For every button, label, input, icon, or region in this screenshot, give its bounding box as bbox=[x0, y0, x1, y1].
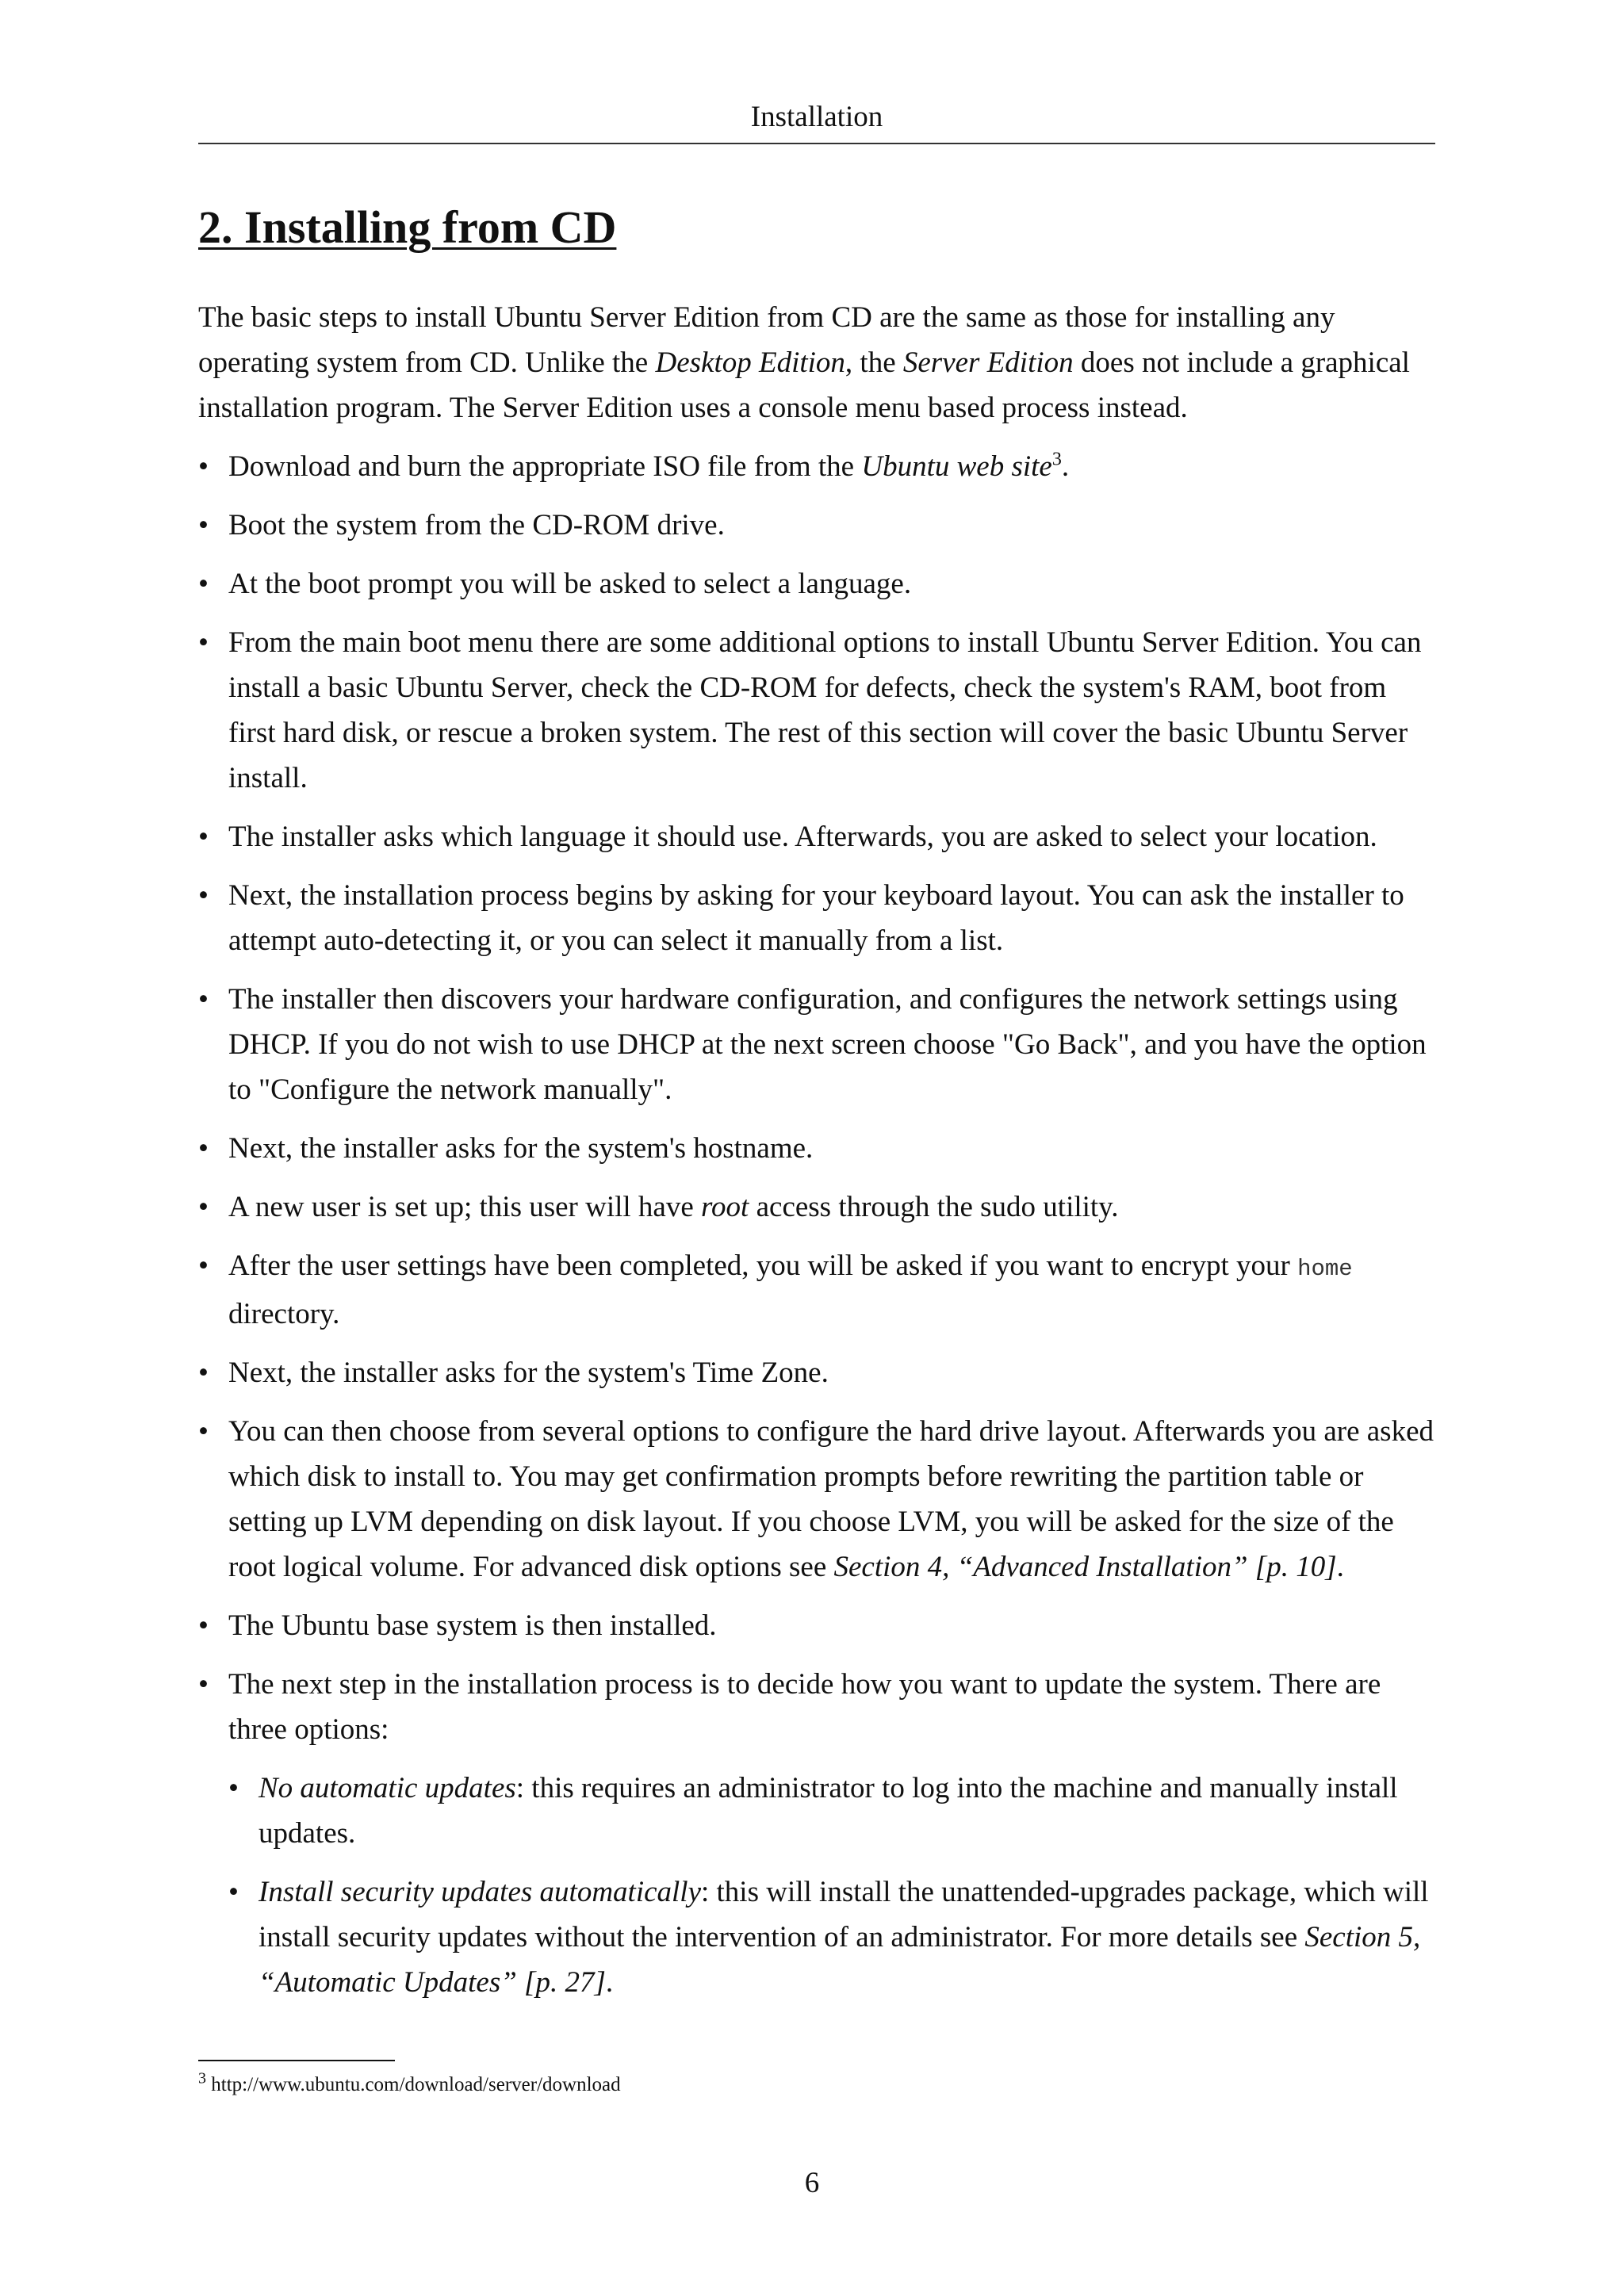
step-item: • At the boot prompt you will be asked to select a language. bbox=[198, 561, 1437, 607]
footnote bbox=[198, 2069, 621, 2098]
step-text: The next step in the installation process is to decide how you want to update the system. There are three options: bbox=[228, 1668, 1381, 1746]
step-item: • Next, the installer asks for the system's Time Zone. bbox=[198, 1350, 1437, 1395]
option-term: Install security updates automatically bbox=[259, 1876, 701, 1908]
option-text: : this will install the unattended-upgrades package, which will install security updates without the intervention of an administrator. For more details see bbox=[259, 1876, 1429, 1954]
server-edition-term: Server Edition bbox=[902, 346, 1074, 379]
step-text: . bbox=[1061, 450, 1070, 483]
step-text: access through the sudo utility. bbox=[749, 1191, 1119, 1223]
update-option-item bbox=[228, 1869, 1437, 2005]
step-item bbox=[198, 1662, 1437, 2005]
install-steps-list bbox=[198, 444, 1437, 2005]
step-item bbox=[198, 444, 1437, 489]
footnote-divider bbox=[198, 2060, 395, 2061]
intro-text: The basic steps to install Ubuntu Server Edition from CD are the same as those for installing any operating system from CD. Unlike the bbox=[198, 301, 1335, 379]
option-term: No automatic updates bbox=[259, 1772, 516, 1804]
running-header: Installation bbox=[750, 101, 883, 133]
intro-text: , the bbox=[845, 346, 903, 379]
step-item: • The Ubuntu base system is then installed. bbox=[198, 1603, 1437, 1648]
option-text: . bbox=[605, 1966, 614, 1999]
footnote-url[interactable]: http://www.ubuntu.com/download/server/download bbox=[211, 2074, 621, 2095]
section-body bbox=[198, 295, 1437, 2019]
intro-text: does not include a graphical installation program. The Server Edition uses a console menu based process instead. bbox=[198, 346, 1410, 424]
step-item bbox=[198, 1409, 1437, 1590]
update-option-item bbox=[228, 1766, 1437, 1856]
step-item bbox=[198, 1184, 1437, 1230]
option-text: : this requires an administrator to log into the machine and manually install updates. bbox=[259, 1772, 1398, 1850]
update-options-list bbox=[228, 1766, 1437, 2005]
step-text: You can then choose from several options to configure the hard drive layout. Afterwards you are asked which disk to install to. You may get confirmation prompts before rewriting the partition table or setting up LVM depending on disk layout. If you choose LVM, you will be asked for the size of the root logical volume. For advanced disk options see bbox=[228, 1415, 1434, 1583]
footnote-number: 3 bbox=[198, 2069, 206, 2087]
section-title: 2. Installing from CD bbox=[198, 201, 617, 253]
root-term: root bbox=[701, 1191, 749, 1223]
advanced-installation-link[interactable]: Section 4, “Advanced Installation” [p. 10] bbox=[833, 1551, 1337, 1583]
step-text: directory. bbox=[228, 1298, 340, 1330]
desktop-edition-term: Desktop Edition bbox=[655, 346, 845, 379]
step-item: • The installer then discovers your hardware configuration, and configures the network settings using DHCP. If you do not wish to use DHCP at the next screen choose "Go Back", and you have the option to "Configure the network manually". bbox=[198, 977, 1437, 1112]
step-item: • The installer asks which language it should use. Afterwards, you are asked to select your location. bbox=[198, 814, 1437, 859]
ubuntu-web-site-link[interactable]: Ubuntu web site bbox=[861, 450, 1052, 483]
automatic-updates-link[interactable]: Section 5, “Automatic Updates” [p. 27] bbox=[259, 1921, 1421, 1999]
step-item: • Boot the system from the CD-ROM drive. bbox=[198, 503, 1437, 548]
step-text: A new user is set up; this user will have bbox=[228, 1191, 702, 1223]
home-code: home bbox=[1297, 1256, 1353, 1282]
step-item bbox=[198, 1243, 1437, 1337]
step-item: • Next, the installer asks for the system's hostname. bbox=[198, 1126, 1437, 1171]
page-number: 6 bbox=[804, 2167, 820, 2199]
step-text: . bbox=[1336, 1551, 1344, 1583]
step-item: • Next, the installation process begins by asking for your keyboard layout. You can ask the installer to attempt auto-detecting it, or you can select it manually from a list. bbox=[198, 873, 1437, 963]
step-text: Download and burn the appropriate ISO file from the bbox=[228, 450, 862, 483]
step-text: After the user settings have been completed, you will be asked if you want to encrypt your bbox=[228, 1249, 1298, 1282]
footnote-ref[interactable]: 3 bbox=[1051, 449, 1062, 470]
intro-paragraph bbox=[198, 295, 1437, 430]
header-divider bbox=[198, 143, 1435, 144]
step-item: • From the main boot menu there are some additional options to install Ubuntu Server Edition. You can install a basic Ubuntu Server, check the CD-ROM for defects, check the system's RAM, boot from first hard disk, or rescue a broken system. The rest of this section will cover the basic Ubuntu Server install. bbox=[198, 620, 1437, 801]
